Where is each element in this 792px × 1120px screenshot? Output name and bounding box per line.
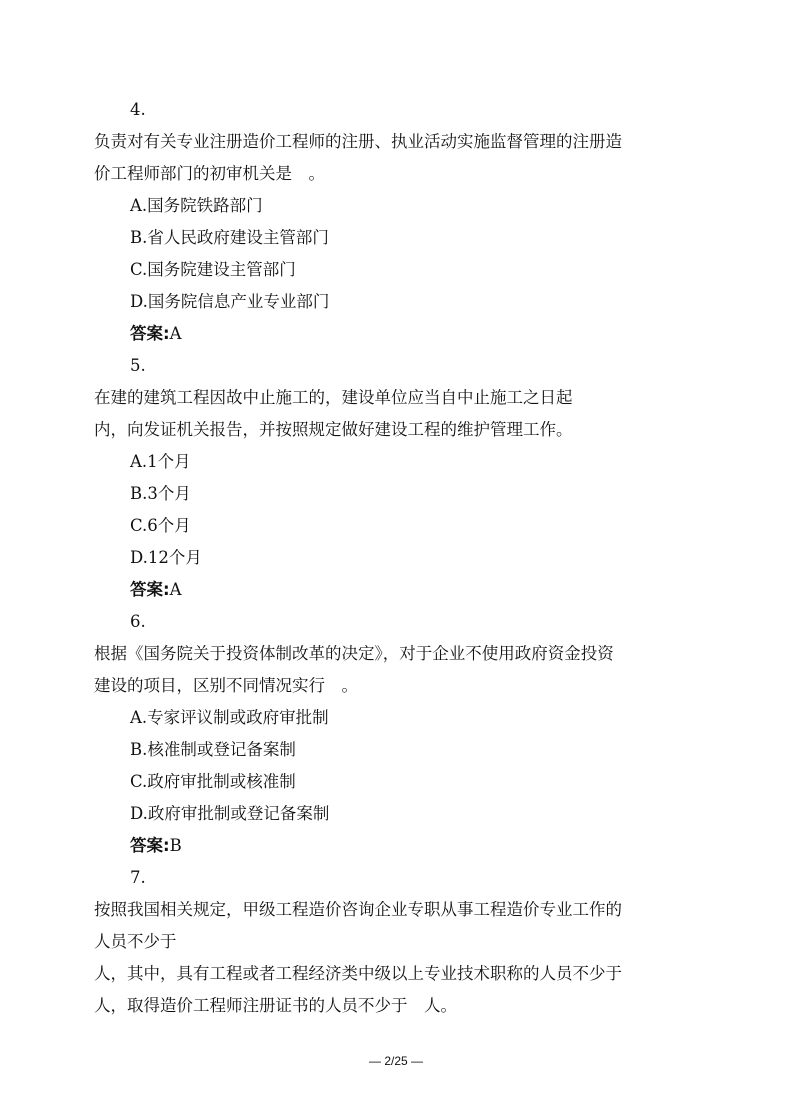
question-number: 6. xyxy=(130,612,146,631)
question-stem-line: 建设的项目，区别不同情况实行 。 xyxy=(94,676,358,695)
question-stem-line: 内，向发证机关报告，并按照规定做好建设工程的维护管理工作。 xyxy=(94,420,573,439)
answer-label: 答案: xyxy=(130,580,170,599)
question-number: 7. xyxy=(130,868,146,887)
question-stem-line: 人，其中，具有工程或者工程经济类中级以上专业技术职称的人员不少于 xyxy=(94,964,622,983)
option-b: B.省人民政府建设主管部门 xyxy=(130,228,329,247)
option-d: D.12个月 xyxy=(130,548,202,567)
option-c: C.国务院建设主管部门 xyxy=(130,260,296,279)
document-body xyxy=(94,94,704,1022)
question-number: 4. xyxy=(130,100,146,119)
answer-value: A xyxy=(169,324,182,343)
option-d: D.国务院信息产业专业部门 xyxy=(130,292,330,311)
option-b: B.核准制或登记备案制 xyxy=(130,740,296,759)
option-d: D.政府审批制或登记备案制 xyxy=(130,804,330,823)
option-c: C.6个月 xyxy=(130,516,191,535)
question-stem-line: 负责对有关专业注册造价工程师的注册、执业活动实施监督管理的注册造 xyxy=(94,132,622,151)
question-stem-line: 在建的建筑工程因故中止施工的，建设单位应当自中止施工之日起 xyxy=(94,388,573,407)
option-a: A.专家评议制或政府审批制 xyxy=(130,708,329,727)
option-a: A.国务院铁路部门 xyxy=(130,196,263,215)
option-b: B.3个月 xyxy=(130,484,191,503)
answer-line xyxy=(94,830,704,862)
answer-value: B xyxy=(169,836,182,855)
answer-line xyxy=(94,318,704,350)
question-5 xyxy=(94,350,704,606)
question-stem-line: 人，取得造价工程师注册证书的人员不少于 人。 xyxy=(94,996,457,1015)
answer-label: 答案: xyxy=(130,324,170,343)
page-number: — 2/25 — xyxy=(368,1054,424,1068)
question-6 xyxy=(94,606,704,862)
option-c: C.政府审批制或核准制 xyxy=(130,772,296,791)
question-4 xyxy=(94,94,704,350)
question-number: 5. xyxy=(130,356,146,375)
answer-value: A xyxy=(169,580,182,599)
question-stem-line: 价工程师部门的初审机关是 。 xyxy=(94,164,325,183)
question-stem-line: 人员不少于 xyxy=(94,932,177,951)
answer-line xyxy=(94,574,704,606)
question-stem-line: 根据《国务院关于投资体制改革的决定》，对于企业不使用政府资金投资 xyxy=(94,644,614,663)
question-stem-line: 按照我国相关规定，甲级工程造价咨询企业专职从事工程造价专业工作的 xyxy=(94,900,622,919)
question-7 xyxy=(94,862,704,1022)
option-a: A.1个月 xyxy=(130,452,191,471)
answer-label: 答案: xyxy=(130,836,170,855)
